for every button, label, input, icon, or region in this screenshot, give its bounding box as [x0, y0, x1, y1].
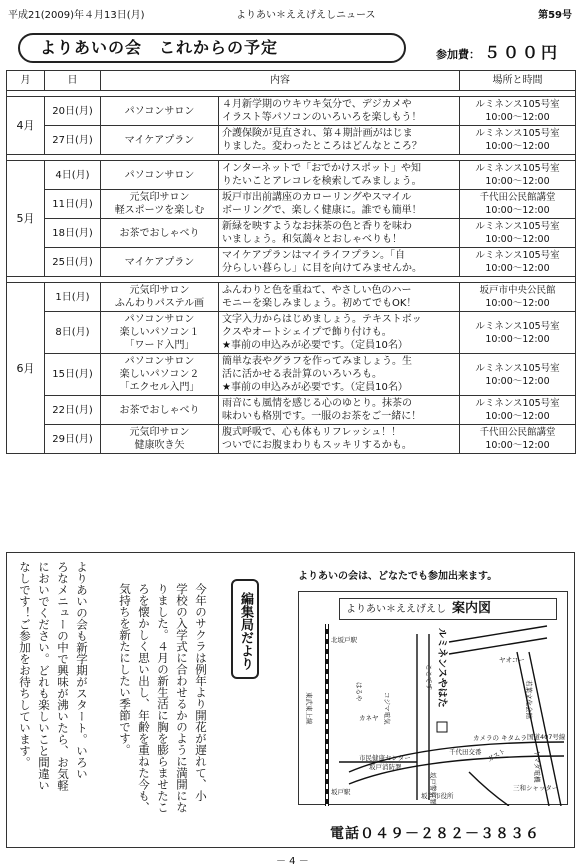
destination-marker — [437, 722, 447, 732]
place-time: 10:00～12:00 — [485, 333, 550, 345]
content-cell: 雨音にも風情を感じる心のゆとり。抹茶の 味わいも格別です。一服のお茶をご一緒に！ — [219, 396, 460, 425]
place-time: 10:00～12:00 — [485, 411, 550, 422]
schedule-row — [7, 396, 576, 425]
schedule-table — [6, 70, 576, 454]
map-labels — [305, 628, 566, 805]
header-day: 日 — [45, 71, 101, 91]
header-content: 内容 — [101, 71, 460, 91]
schedule-row — [7, 190, 576, 219]
guide-intro: よりあいの会は、どなたでも参加出来ます。 — [298, 571, 498, 582]
place-name: ルミネンス105号室 — [475, 163, 560, 174]
program-cell: パソコンサロン 楽しいパソコン１ 「ワード入門」 — [101, 312, 219, 354]
place-name: 千代田公民館講堂 — [479, 427, 556, 438]
place-name: ルミネンス105号室 — [475, 99, 560, 110]
day-cell: 4日(月) — [45, 161, 101, 190]
label-gusuto: ガスト — [486, 747, 507, 764]
label-harukiya: はるや — [355, 682, 363, 702]
place-time: 10:00～12:00 — [485, 112, 550, 123]
content-cell: マイケアプランはマイライフプラン。「自 分らしい暮らし」に目を向けてみませんか。 — [219, 248, 460, 277]
label-kita-sakado: 北坂戸駅 — [331, 636, 357, 644]
map-title — [339, 598, 557, 620]
label-sakado-city: 坂戸市役所 — [421, 792, 454, 800]
label-kaneya: カネヤ — [359, 714, 379, 722]
program-cell: パソコンサロン — [101, 161, 219, 190]
place-cell — [460, 425, 576, 454]
schedule-banner: よりあいの会 これからの予定 — [18, 33, 406, 63]
place-name: ルミネンス105号室 — [475, 250, 560, 261]
schedule-row — [7, 248, 576, 277]
header-place: 場所と時間 — [460, 71, 576, 91]
guide-panel — [290, 553, 574, 847]
place-time: 10:00～12:00 — [485, 234, 550, 245]
place-time: 10:00～12:00 — [485, 176, 550, 187]
content-cell: 腹式呼吸で、心も体もリフレッシュ！！ ついでにお腹まわりもスッキリするかも。 — [219, 425, 460, 454]
schedule-row — [7, 219, 576, 248]
place-cell — [460, 396, 576, 425]
label-kojima: コジマ電気 — [383, 692, 391, 725]
label-yaoko: ヤオコー — [499, 656, 525, 664]
day-cell: 20日(月) — [45, 97, 101, 126]
schedule-row — [7, 354, 576, 396]
label-wakaba: 若葉文化会館 — [525, 680, 533, 719]
content-cell: 文字入力からはじめましょう。テキストボッ クスやオートシェイプで飾り付けも。 ★事前の申込みが必要です。（定員10名） — [219, 312, 460, 354]
content-cell: 簡単な表やグラフを作ってみましょう。生 活に活かせる表計算のいろいろも。 ★事前の申込みが必要です。（定員10名） — [219, 354, 460, 396]
place-time: 10:00～12:00 — [485, 298, 550, 309]
place-cell — [460, 161, 576, 190]
schedule-row — [7, 283, 576, 312]
label-here: ここです — [425, 664, 433, 690]
newsletter-title: よりあい＊ええげえしニュース — [236, 10, 376, 21]
editorial-column-1: 今年のサクラは例年より開花が遅れて、小 学校の入学式に合わせるかのように満開にな りました。４月の新生活に胸を膨らませたこ ろを懐かしく思い出し、年齢を重ねた今も、 気持ちを新たにしたい季節です。 — [118, 583, 208, 813]
place-cell — [460, 97, 576, 126]
schedule-row — [7, 97, 576, 126]
day-cell: 22日(月) — [45, 396, 101, 425]
label-luminence: ルミネンスやはた — [436, 628, 447, 708]
label-mitsuwa: 三和シャッター — [513, 784, 559, 792]
content-cell: 新緑を映すようなお抹茶の色と香りを味わ いましょう。和気藹々とおしゃべりも！ — [219, 219, 460, 248]
label-route407: 国道407号線 — [527, 733, 566, 741]
label-kameraya: カメラの キタムラ — [473, 734, 528, 742]
day-cell: 29日(月) — [45, 425, 101, 454]
schedule-row — [7, 425, 576, 454]
day-cell: 1日(月) — [45, 283, 101, 312]
label-sakado-st: 坂戸駅 — [331, 788, 351, 796]
place-time: 10:00～12:00 — [485, 375, 550, 387]
place-cell — [460, 219, 576, 248]
schedule-row — [7, 126, 576, 155]
fee-amount: ５００円 — [484, 43, 561, 62]
program-cell: マイケアプラン — [101, 126, 219, 155]
content-cell: 坂戸市出前講座のカローリングやスマイル ボーリングで、楽しく健康に。誰でも簡単！ — [219, 190, 460, 219]
content-cell: 介護保険が見直され、第４期計画がはじま りました。変わったところはどんなところ？ — [219, 126, 460, 155]
place-name: ルミネンス105号室 — [475, 128, 560, 139]
day-cell: 25日(月) — [45, 248, 101, 277]
day-cell: 11日(月) — [45, 190, 101, 219]
month-cell: 6月 — [7, 283, 45, 454]
place-time: 10:00～12:00 — [485, 440, 550, 451]
program-cell: 元気印サロン ふんわりパステル画 — [101, 283, 219, 312]
map-drawing — [299, 622, 569, 806]
editorial-heading: 編集局だより — [231, 579, 259, 679]
program-cell: 元気印サロン 健康吹き矢 — [101, 425, 219, 454]
issue-number: 第59号 — [538, 10, 572, 21]
place-cell — [460, 248, 576, 277]
content-cell: ふんわりと色を重ねて、やさしい色のハー モニーを楽しみましょう。初めてでもOK！ — [219, 283, 460, 312]
place-cell — [460, 126, 576, 155]
fee-label — [436, 40, 560, 63]
label-city-hall: 市民健康センター — [359, 754, 411, 762]
page-number: － 4 － — [276, 856, 309, 865]
place-name: 坂戸市中央公民館 — [479, 285, 556, 296]
label-police: 坂戸警察署 — [429, 772, 437, 805]
place-cell — [460, 354, 576, 396]
program-cell: マイケアプラン — [101, 248, 219, 277]
content-cell: ４月新学期のウキウキ気分で、デジカメや イラスト等パソコンのいろいろを楽しもう！ — [219, 97, 460, 126]
day-cell: 8日(月) — [45, 312, 101, 354]
place-name: ルミネンス105号室 — [475, 221, 560, 232]
place-time: 10:00～12:00 — [485, 141, 550, 152]
program-cell: 元気印サロン 軽スポーツを楽しむ — [101, 190, 219, 219]
day-cell: 15日(月) — [45, 354, 101, 396]
program-cell: パソコンサロン 楽しいパソコン２ 「エクセル入門」 — [101, 354, 219, 396]
month-cell: 5月 — [7, 161, 45, 277]
map-title-prefix: よりあい＊ええげえし — [346, 604, 446, 615]
editorial-column-2: よりあいの会も新学期がスタート。いろい ろなメニューの中で興味が沸いたら、お気軽 においでください。どれも楽しいこと間違い なしです！ご参加をお待ちしています。 — [18, 561, 89, 791]
program-cell: お茶でおしゃべり — [101, 219, 219, 248]
label-chiyoda: 千代田交番 — [449, 748, 482, 756]
issue-date: 平成21(2009)年４月13日(月) — [8, 10, 145, 21]
place-cell — [460, 283, 576, 312]
place-cell — [460, 312, 576, 354]
place-cell — [460, 190, 576, 219]
phone-number: 電話０４９－２８２－３８３６ — [330, 826, 540, 842]
map-title-main: 案内図 — [452, 601, 492, 616]
label-yamada: ヤマダ電機 — [533, 750, 541, 783]
day-cell: 27日(月) — [45, 126, 101, 155]
page-header — [8, 6, 574, 22]
schedule-row — [7, 161, 576, 190]
header-month: 月 — [7, 71, 45, 91]
place-name: 千代田公民館講堂 — [479, 192, 556, 203]
access-map — [298, 591, 568, 805]
program-cell: パソコンサロン — [101, 97, 219, 126]
label-tobu-tojo: 東武東上線 — [305, 692, 313, 725]
fee-caption: 参加費： — [436, 48, 480, 61]
bottom-section — [6, 552, 575, 848]
place-name: ルミネンス105号室 — [475, 398, 560, 409]
month-cell: 4月 — [7, 97, 45, 155]
place-name: ルミネンス105号室 — [475, 320, 560, 332]
label-fire: 坂戸消防署 — [369, 763, 402, 771]
content-cell: インターネットで「おでかけスポット」や知 りたいことアレコレを検索してみましょう。 — [219, 161, 460, 190]
schedule-row — [7, 312, 576, 354]
place-time: 10:00～12:00 — [485, 205, 550, 216]
day-cell: 18日(月) — [45, 219, 101, 248]
place-name: ルミネンス105号室 — [475, 362, 560, 374]
program-cell: お茶でおしゃべり — [101, 396, 219, 425]
place-time: 10:00～12:00 — [485, 263, 550, 274]
